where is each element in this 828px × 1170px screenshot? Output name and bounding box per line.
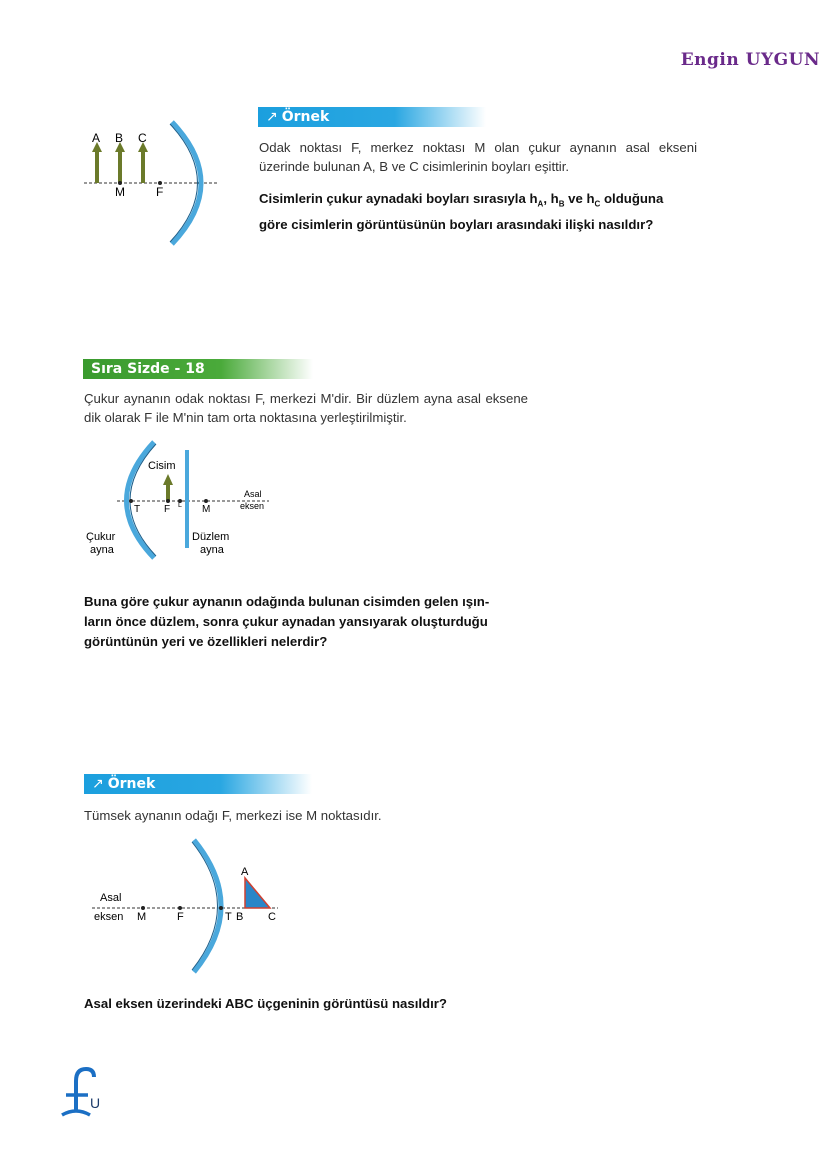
example2-figure xyxy=(88,838,288,978)
label-m: M xyxy=(137,911,147,923)
label-c: C xyxy=(268,911,276,923)
label-a: A xyxy=(241,866,249,878)
example1-text: Odak noktası F, merkez noktası M olan çukur aynanın asal ekseni üzerinde bulunan A, B ve C cisimlerinin boyları eşittir. xyxy=(259,140,697,174)
axis-label-2: eksen xyxy=(240,501,265,511)
example1-banner: ↗ Örnek xyxy=(258,107,486,127)
plane-label-1: Düzlem xyxy=(192,531,230,543)
sira-sizde-question: Buna göre çukur aynanın odağında bulunan cisimden gelen ışın- ların önce düzlem, sonra çukur aynadan yansıyarak oluşturduğu görüntünün yeri ve özellikleri nelerdir? xyxy=(84,594,490,649)
sira-sizde-text: Çukur aynanın odak noktası F, merkezi M'dir. Bir düzlem ayna asal eksene dik olarak F ile M'nin tam orta noktasına yerleştirilmiştir. xyxy=(84,391,528,425)
concave-label-2: ayna xyxy=(90,544,114,556)
label-b: B xyxy=(115,131,124,145)
plane-label-2: ayna xyxy=(200,544,224,556)
example2-question: Asal eksen üzerindeki ABC üçgeninin görüntüsü nasıldır? xyxy=(84,996,447,1011)
external-link-icon: ↗ xyxy=(92,776,104,792)
publisher-logo xyxy=(58,1063,108,1123)
triangle-abc xyxy=(245,878,270,908)
label-t: T xyxy=(225,911,232,923)
example1-question: Cisimlerin çukur aynadaki boyları sırasıyla $h_A$, $h_B$ ve $h_C$ olduğuna göre cisimlerin görüntüsünün boyları arasındaki ilişki nasıldır? xyxy=(259,191,664,232)
example2-banner: ↗ Örnek xyxy=(84,774,312,794)
example1-figure xyxy=(80,120,220,250)
object-label: Cisim xyxy=(148,460,176,472)
label-b: B xyxy=(236,911,244,923)
label-t: T xyxy=(134,504,141,515)
sira-sizde-figure xyxy=(84,440,284,565)
plane-mirror xyxy=(185,450,189,548)
object-b xyxy=(115,142,125,183)
axis-label-1: Asal xyxy=(100,892,122,904)
external-link-icon: ↗ xyxy=(266,109,278,125)
convex-mirror xyxy=(194,840,221,972)
label-f: F xyxy=(164,504,171,515)
axis-label-2: eksen xyxy=(94,911,124,923)
label-m: M xyxy=(202,504,211,515)
logo-text: U xyxy=(90,1095,101,1111)
label-l: L xyxy=(178,502,182,509)
sira-sizde-banner: Sıra Sizde - 18 xyxy=(83,359,313,379)
object-a xyxy=(92,142,102,183)
concave-label-1: Çukur xyxy=(86,531,116,543)
object-arrow xyxy=(163,474,173,501)
author-name: Engin UYGUN xyxy=(680,50,820,70)
axis-label-1: Asal xyxy=(244,489,262,499)
label-a: A xyxy=(92,131,101,145)
example2-text: Tümsek aynanın odağı F, merkezi ise M noktasıdır. xyxy=(84,808,382,823)
object-c xyxy=(138,142,148,183)
label-f: F xyxy=(156,185,164,199)
label-c: C xyxy=(138,131,147,145)
label-f: F xyxy=(177,911,184,923)
label-m: M xyxy=(115,185,125,199)
